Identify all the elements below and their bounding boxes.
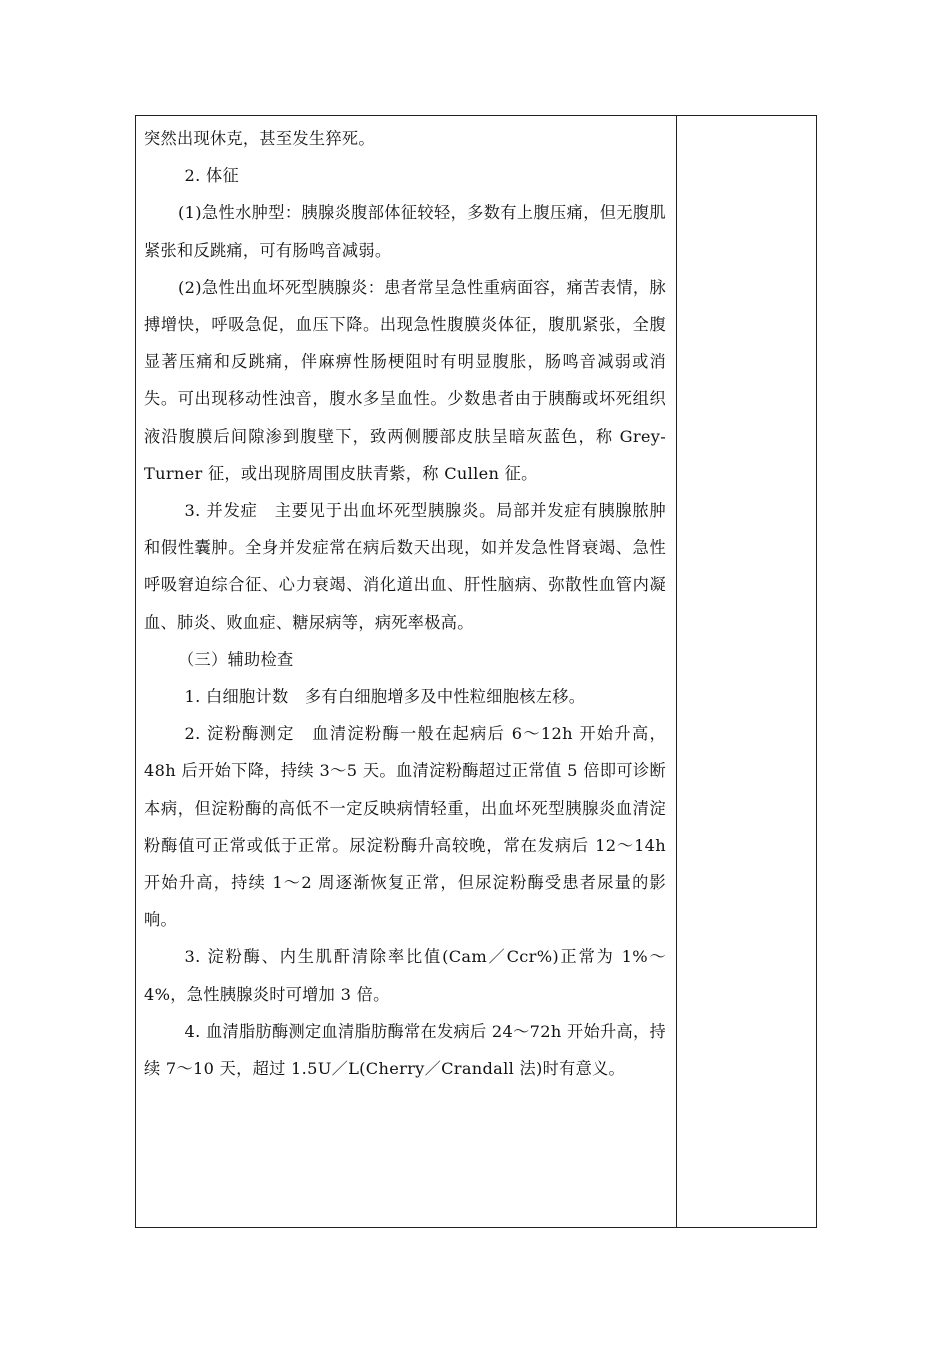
paragraph-lipase: 4. 血清脂肪酶测定血清脂肪酶常在发病后 24～72h 开始升高，持续 7～10 天，超过 1.5U／L(Cherry／Crandall 法)时有意义。 — [144, 1021, 666, 1079]
paragraph-complications: 3. 并发症 主要见于出血坏死型胰腺炎。局部并发症有胰腺脓肿和假性囊肿。全身并发症常在病后数天出现，如并发急性肾衰竭、急性呼吸窘迫综合征、心力衰竭、消化道出血、肝性脑病、弥散性血管内凝血、肺炎、败血症、糖尿病等，病死率极高。 — [144, 501, 666, 632]
side-empty-cell — [677, 116, 816, 1227]
main-text-cell — [136, 116, 677, 1227]
heading-auxiliary-exams: （三）辅助检查 — [178, 649, 294, 669]
heading-signs: 2. 体征 — [184, 166, 239, 186]
paragraph-edematous-type: (1)急性水肿型：胰腺炎腹部体征较轻，多数有上腹压痛，但无腹肌紧张和反跳痛，可有肠鸣音减弱。 — [144, 203, 666, 260]
paragraph-shock: 突然出现休克，甚至发生猝死。 — [144, 129, 375, 148]
content-table — [135, 115, 817, 1228]
paragraph-cam-ccr-ratio: 3. 淀粉酶、内生肌酐清除率比值(Cam／Ccr%)正常为 1%～4%，急性胰腺炎时可增加 3 倍。 — [144, 947, 666, 1004]
paragraph-wbc-count: 1. 白细胞计数 多有白细胞增多及中性粒细胞核左移。 — [184, 687, 586, 707]
paragraph-hemorrhagic-type: (2)急性出血坏死型胰腺炎：患者常呈急性重病面容，痛苦表情，脉搏增快，呼吸急促，血压下降。出现急性腹膜炎体征，腹肌紧张，全腹显著压痛和反跳痛，伴麻痹性肠梗阻时有明显腹胀，肠鸣音减弱或消失。可出现移动性浊音，腹水多呈血性。少数患者由于胰酶或坏死组织液沿腹膜后间隙渗到腹壁下，致两侧腰部皮肤呈暗灰蓝色，称 Grey-Turner 征，或出现脐周围皮肤青紫，称 Cullen 征。 — [144, 277, 666, 483]
paragraph-amylase: 2. 淀粉酶测定 血清淀粉酶一般在起病后 6～12h 开始升高，48h 后开始下降，持续 3～5 天。血清淀粉酶超过正常值 5 倍即可诊断本病，但淀粉酶的高低不一定反映病情轻重，出血坏死型胰腺炎血清淀粉酶值可正常或低于正常。尿淀粉酶升高较晚，常在发病后 12～14h 开始升高，持续 1～2 周逐渐恢复正常，但尿淀粉酶受患者尿量的影响。 — [144, 724, 666, 930]
